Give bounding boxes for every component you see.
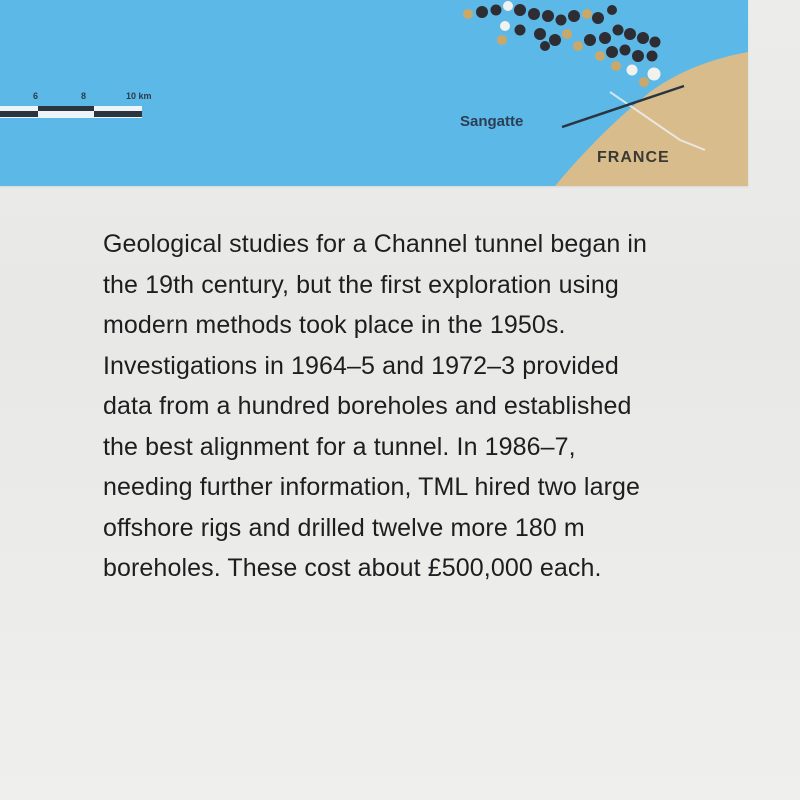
caption-line: the best alignment for a tunnel. In 1986–7, <box>103 432 576 461</box>
country-label-france: FRANCE <box>597 149 670 166</box>
caption-line: needing further information, TML hired two large <box>103 473 641 501</box>
scale-tick-label: 10 km <box>126 91 152 101</box>
caption-line: the 19th century, but the first exploration using <box>103 270 619 299</box>
place-label-sangatte: Sangatte <box>460 113 524 130</box>
caption-line: Investigations in 1964–5 and 1972–3 provided <box>103 351 619 380</box>
channel-map <box>0 0 748 186</box>
caption-text <box>103 224 753 589</box>
caption-line: offshore rigs and drilled twelve more 180 m <box>103 513 585 542</box>
caption-line: Geological studies for a Channel tunnel began in <box>103 230 648 258</box>
scale-bar <box>0 106 142 118</box>
caption-line: modern methods took place in the 1950s. <box>103 311 566 339</box>
caption-line: boreholes. These cost about £500,000 each. <box>103 554 602 582</box>
caption-line: data from a hundred boreholes and established <box>103 392 632 420</box>
scale-tick-label: 6 <box>33 91 39 101</box>
scale-tick-label: 8 <box>81 91 87 101</box>
